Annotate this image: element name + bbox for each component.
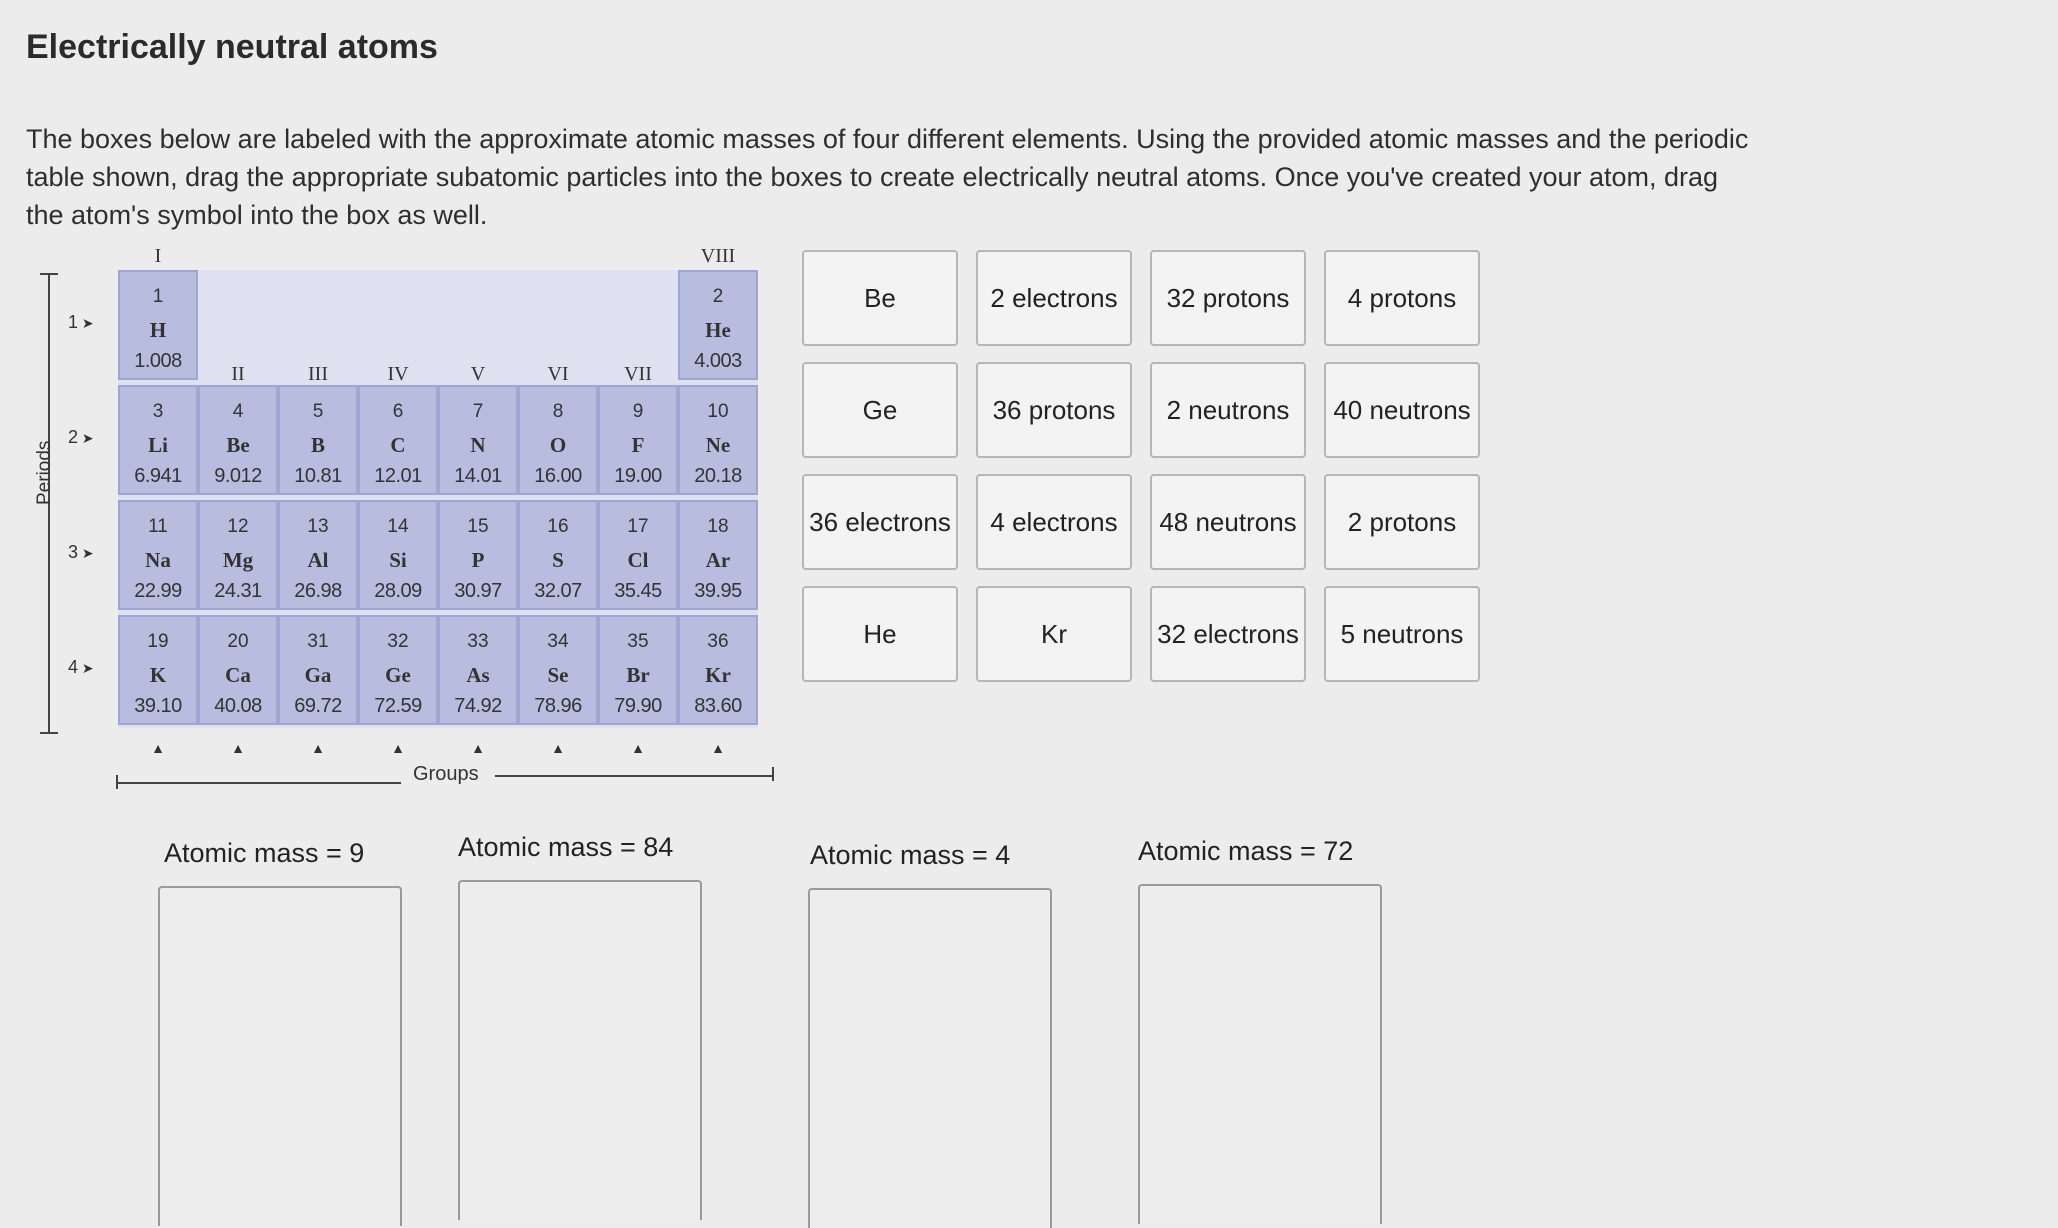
element-atomic-symbol: Ar bbox=[705, 548, 731, 572]
element-cell bbox=[358, 615, 438, 725]
element-cell bbox=[598, 615, 678, 725]
element-atomic-number: 13 bbox=[307, 516, 329, 537]
element-cell bbox=[118, 385, 198, 495]
draggable-tile[interactable]: 32 electrons bbox=[1150, 586, 1306, 682]
arrow-up-icon: ▲ bbox=[231, 740, 245, 756]
element-cell bbox=[438, 385, 518, 495]
element-cell bbox=[118, 500, 198, 610]
element-cell bbox=[518, 615, 598, 725]
element-cell bbox=[118, 270, 198, 380]
periodic-table bbox=[30, 245, 790, 790]
element-atomic-mass: 16.00 bbox=[534, 465, 582, 487]
element-atomic-mass: 9.012 bbox=[214, 465, 262, 487]
element-atomic-number: 33 bbox=[467, 631, 489, 652]
element-atomic-mass: 22.99 bbox=[134, 580, 182, 602]
element-atomic-symbol: H bbox=[149, 318, 167, 342]
element-atomic-number: 15 bbox=[467, 516, 489, 537]
arrow-up-icon: ▲ bbox=[711, 740, 725, 756]
drop-zone-2 bbox=[458, 832, 718, 1202]
groups-bar-right bbox=[772, 767, 774, 781]
draggable-tile[interactable]: 48 neutrons bbox=[1150, 474, 1306, 570]
element-cell bbox=[198, 500, 278, 610]
period-number: 1 bbox=[68, 312, 79, 332]
element-atomic-mass: 12.01 bbox=[374, 465, 422, 487]
element-cell bbox=[598, 385, 678, 495]
element-atomic-symbol: F bbox=[631, 433, 645, 457]
arrow-up-icon: ▲ bbox=[311, 740, 325, 756]
element-atomic-symbol: B bbox=[310, 433, 325, 457]
element-atomic-symbol: Li bbox=[148, 433, 168, 457]
draggable-tile[interactable]: Be bbox=[802, 250, 958, 346]
groups-bar-line-left bbox=[116, 782, 401, 784]
element-atomic-number: 16 bbox=[547, 516, 569, 537]
element-atomic-mass: 28.09 bbox=[374, 580, 422, 602]
element-atomic-mass: 79.90 bbox=[614, 695, 662, 717]
element-atomic-mass: 30.97 bbox=[454, 580, 502, 602]
element-atomic-symbol: S bbox=[552, 548, 564, 572]
element-atomic-symbol: Be bbox=[226, 433, 250, 457]
periods-bracket-bottom bbox=[40, 732, 58, 734]
draggable-tile[interactable]: 32 protons bbox=[1150, 250, 1306, 346]
group-label-5: V bbox=[470, 363, 486, 385]
element-cell bbox=[678, 270, 758, 380]
draggable-tile[interactable]: 2 electrons bbox=[976, 250, 1132, 346]
draggable-tile[interactable]: 40 neutrons bbox=[1324, 362, 1480, 458]
element-atomic-number: 17 bbox=[627, 516, 649, 537]
element-atomic-mass: 6.941 bbox=[134, 465, 182, 487]
draggable-tile[interactable]: 36 protons bbox=[976, 362, 1132, 458]
group-label-4: IV bbox=[387, 363, 409, 385]
element-atomic-symbol: Br bbox=[626, 663, 650, 687]
element-atomic-symbol: Ca bbox=[225, 663, 251, 687]
drop-zone-label: Atomic mass = 9 bbox=[164, 838, 365, 868]
draggable-tile[interactable]: 2 protons bbox=[1324, 474, 1480, 570]
element-atomic-number: 8 bbox=[552, 401, 564, 422]
element-atomic-mass: 19.00 bbox=[614, 465, 662, 487]
element-atomic-symbol: As bbox=[466, 663, 490, 687]
element-atomic-mass: 32.07 bbox=[534, 580, 582, 602]
element-atomic-number: 10 bbox=[707, 401, 729, 422]
arrow-up-icon: ▲ bbox=[151, 740, 165, 756]
draggable-tile[interactable]: 2 neutrons bbox=[1150, 362, 1306, 458]
element-atomic-number: 35 bbox=[627, 631, 649, 652]
element-atomic-symbol: Na bbox=[145, 548, 171, 572]
element-cell bbox=[198, 385, 278, 495]
element-atomic-symbol: N bbox=[470, 433, 486, 457]
periods-bracket-top bbox=[40, 273, 58, 275]
element-cell bbox=[438, 615, 518, 725]
element-atomic-number: 7 bbox=[472, 401, 484, 422]
element-cell bbox=[598, 500, 678, 610]
element-cell bbox=[278, 615, 358, 725]
draggable-tile[interactable]: He bbox=[802, 586, 958, 682]
element-atomic-mass: 40.08 bbox=[214, 695, 262, 717]
element-atomic-symbol: Se bbox=[547, 663, 569, 687]
element-atomic-mass: 74.92 bbox=[454, 695, 502, 717]
element-cell bbox=[438, 500, 518, 610]
element-atomic-number: 18 bbox=[707, 516, 729, 537]
element-atomic-number: 6 bbox=[392, 401, 404, 422]
element-atomic-symbol: Al bbox=[307, 548, 329, 572]
arrow-up-icon: ▲ bbox=[471, 740, 485, 756]
element-atomic-mass: 78.96 bbox=[534, 695, 582, 717]
groups-label: Groups bbox=[413, 763, 479, 785]
element-atomic-mass: 35.45 bbox=[614, 580, 662, 602]
element-atomic-number: 34 bbox=[547, 631, 569, 652]
arrow-right-icon: ➤ bbox=[78, 545, 94, 561]
element-atomic-symbol: Cl bbox=[627, 548, 649, 572]
group-label-3: III bbox=[308, 363, 328, 385]
group-label-6: VI bbox=[547, 363, 569, 385]
draggable-tile[interactable]: Kr bbox=[976, 586, 1132, 682]
arrow-up-icon: ▲ bbox=[391, 740, 405, 756]
element-atomic-symbol: Ga bbox=[304, 663, 332, 687]
drop-zone-label: Atomic mass = 84 bbox=[458, 832, 674, 862]
element-cell bbox=[678, 615, 758, 725]
drop-zone-3 bbox=[808, 840, 1068, 1210]
drop-target-box[interactable] bbox=[458, 880, 702, 1220]
group-label-7: VII bbox=[624, 363, 652, 385]
element-atomic-symbol: C bbox=[390, 433, 406, 457]
period-marker-4 bbox=[68, 657, 94, 678]
element-atomic-number: 2 bbox=[712, 286, 724, 307]
element-atomic-symbol: Ge bbox=[385, 663, 411, 687]
drop-zone-label: Atomic mass = 72 bbox=[1138, 836, 1354, 866]
element-atomic-symbol: Mg bbox=[222, 548, 254, 572]
element-atomic-number: 36 bbox=[707, 631, 729, 652]
element-cell bbox=[118, 615, 198, 725]
element-atomic-number: 31 bbox=[307, 631, 329, 652]
element-cell bbox=[678, 385, 758, 495]
period-number: 2 bbox=[68, 427, 79, 447]
element-atomic-mass: 69.72 bbox=[294, 695, 342, 717]
draggable-tile[interactable]: 36 electrons bbox=[802, 474, 958, 570]
element-atomic-mass: 72.59 bbox=[374, 695, 422, 717]
element-atomic-mass: 24.31 bbox=[214, 580, 262, 602]
element-atomic-number: 12 bbox=[227, 516, 249, 537]
group-label-2: II bbox=[231, 363, 245, 385]
period-marker-1 bbox=[68, 312, 94, 333]
element-atomic-number: 32 bbox=[387, 631, 409, 652]
element-atomic-number: 14 bbox=[387, 516, 409, 537]
element-cell bbox=[358, 500, 438, 610]
element-atomic-number: 11 bbox=[148, 516, 168, 537]
element-atomic-mass: 4.003 bbox=[694, 350, 742, 372]
element-atomic-number: 9 bbox=[632, 401, 644, 422]
element-atomic-symbol: He bbox=[705, 318, 731, 342]
element-atomic-number: 3 bbox=[152, 401, 164, 422]
draggable-tile[interactable]: 5 neutrons bbox=[1324, 586, 1480, 682]
period-marker-3 bbox=[68, 542, 94, 563]
element-cell bbox=[278, 385, 358, 495]
drop-target-box[interactable] bbox=[158, 886, 402, 1226]
period-number: 3 bbox=[68, 542, 79, 562]
drop-zone-4 bbox=[1138, 836, 1398, 1206]
element-cell bbox=[518, 500, 598, 610]
element-atomic-number: 1 bbox=[152, 286, 164, 307]
draggable-tile[interactable]: 4 electrons bbox=[976, 474, 1132, 570]
element-cell bbox=[278, 500, 358, 610]
group-label-1: I bbox=[154, 245, 162, 267]
element-cell bbox=[198, 615, 278, 725]
element-atomic-symbol: Kr bbox=[705, 663, 731, 687]
element-atomic-number: 20 bbox=[227, 631, 249, 652]
element-atomic-mass: 39.95 bbox=[694, 580, 742, 602]
arrow-up-icon: ▲ bbox=[551, 740, 565, 756]
page-title: Electrically neutral atoms bbox=[26, 28, 438, 66]
element-atomic-mass: 83.60 bbox=[694, 695, 742, 717]
draggable-tile[interactable]: 4 protons bbox=[1324, 250, 1480, 346]
tile-bank bbox=[802, 250, 1492, 690]
arrow-up-icon: ▲ bbox=[631, 740, 645, 756]
periods-label: Periods bbox=[34, 440, 55, 505]
drop-zone-1 bbox=[158, 838, 418, 1208]
drop-target-box[interactable] bbox=[808, 888, 1052, 1228]
period-marker-2 bbox=[68, 427, 94, 448]
group-label-8: VIII bbox=[700, 245, 736, 267]
drop-zone-label: Atomic mass = 4 bbox=[810, 840, 1011, 870]
element-atomic-mass: 10.81 bbox=[294, 465, 342, 487]
arrow-right-icon: ➤ bbox=[78, 315, 94, 331]
element-cell bbox=[358, 385, 438, 495]
arrow-right-icon: ➤ bbox=[78, 430, 94, 446]
element-atomic-symbol: Si bbox=[389, 548, 407, 572]
groups-bar-line-right bbox=[495, 775, 773, 777]
element-cell bbox=[518, 385, 598, 495]
element-atomic-mass: 1.008 bbox=[134, 350, 182, 372]
instructions-text: The boxes below are labeled with the approximate atomic masses of four different elements. Using the provided atomic masses and the periodic table shown, drag the appropriate subatomic particles into the boxes to create electrically neutral atoms. Once you've created your atom, drag the atom's symbol into the box as well. bbox=[26, 124, 1749, 230]
arrow-right-icon: ➤ bbox=[78, 660, 94, 676]
element-atomic-symbol: Ne bbox=[705, 433, 731, 457]
element-cell bbox=[678, 500, 758, 610]
period-number: 4 bbox=[68, 657, 79, 677]
element-atomic-symbol: P bbox=[471, 548, 485, 572]
element-atomic-symbol: O bbox=[549, 433, 567, 457]
element-atomic-number: 19 bbox=[147, 631, 169, 652]
element-atomic-mass: 14.01 bbox=[454, 465, 502, 487]
element-atomic-mass: 20.18 bbox=[694, 465, 742, 487]
element-atomic-mass: 39.10 bbox=[134, 695, 182, 717]
element-atomic-number: 5 bbox=[312, 401, 324, 422]
drop-target-box[interactable] bbox=[1138, 884, 1382, 1224]
element-atomic-symbol: K bbox=[149, 663, 167, 687]
draggable-tile[interactable]: Ge bbox=[802, 362, 958, 458]
element-atomic-mass: 26.98 bbox=[294, 580, 342, 602]
element-atomic-number: 4 bbox=[232, 401, 244, 422]
